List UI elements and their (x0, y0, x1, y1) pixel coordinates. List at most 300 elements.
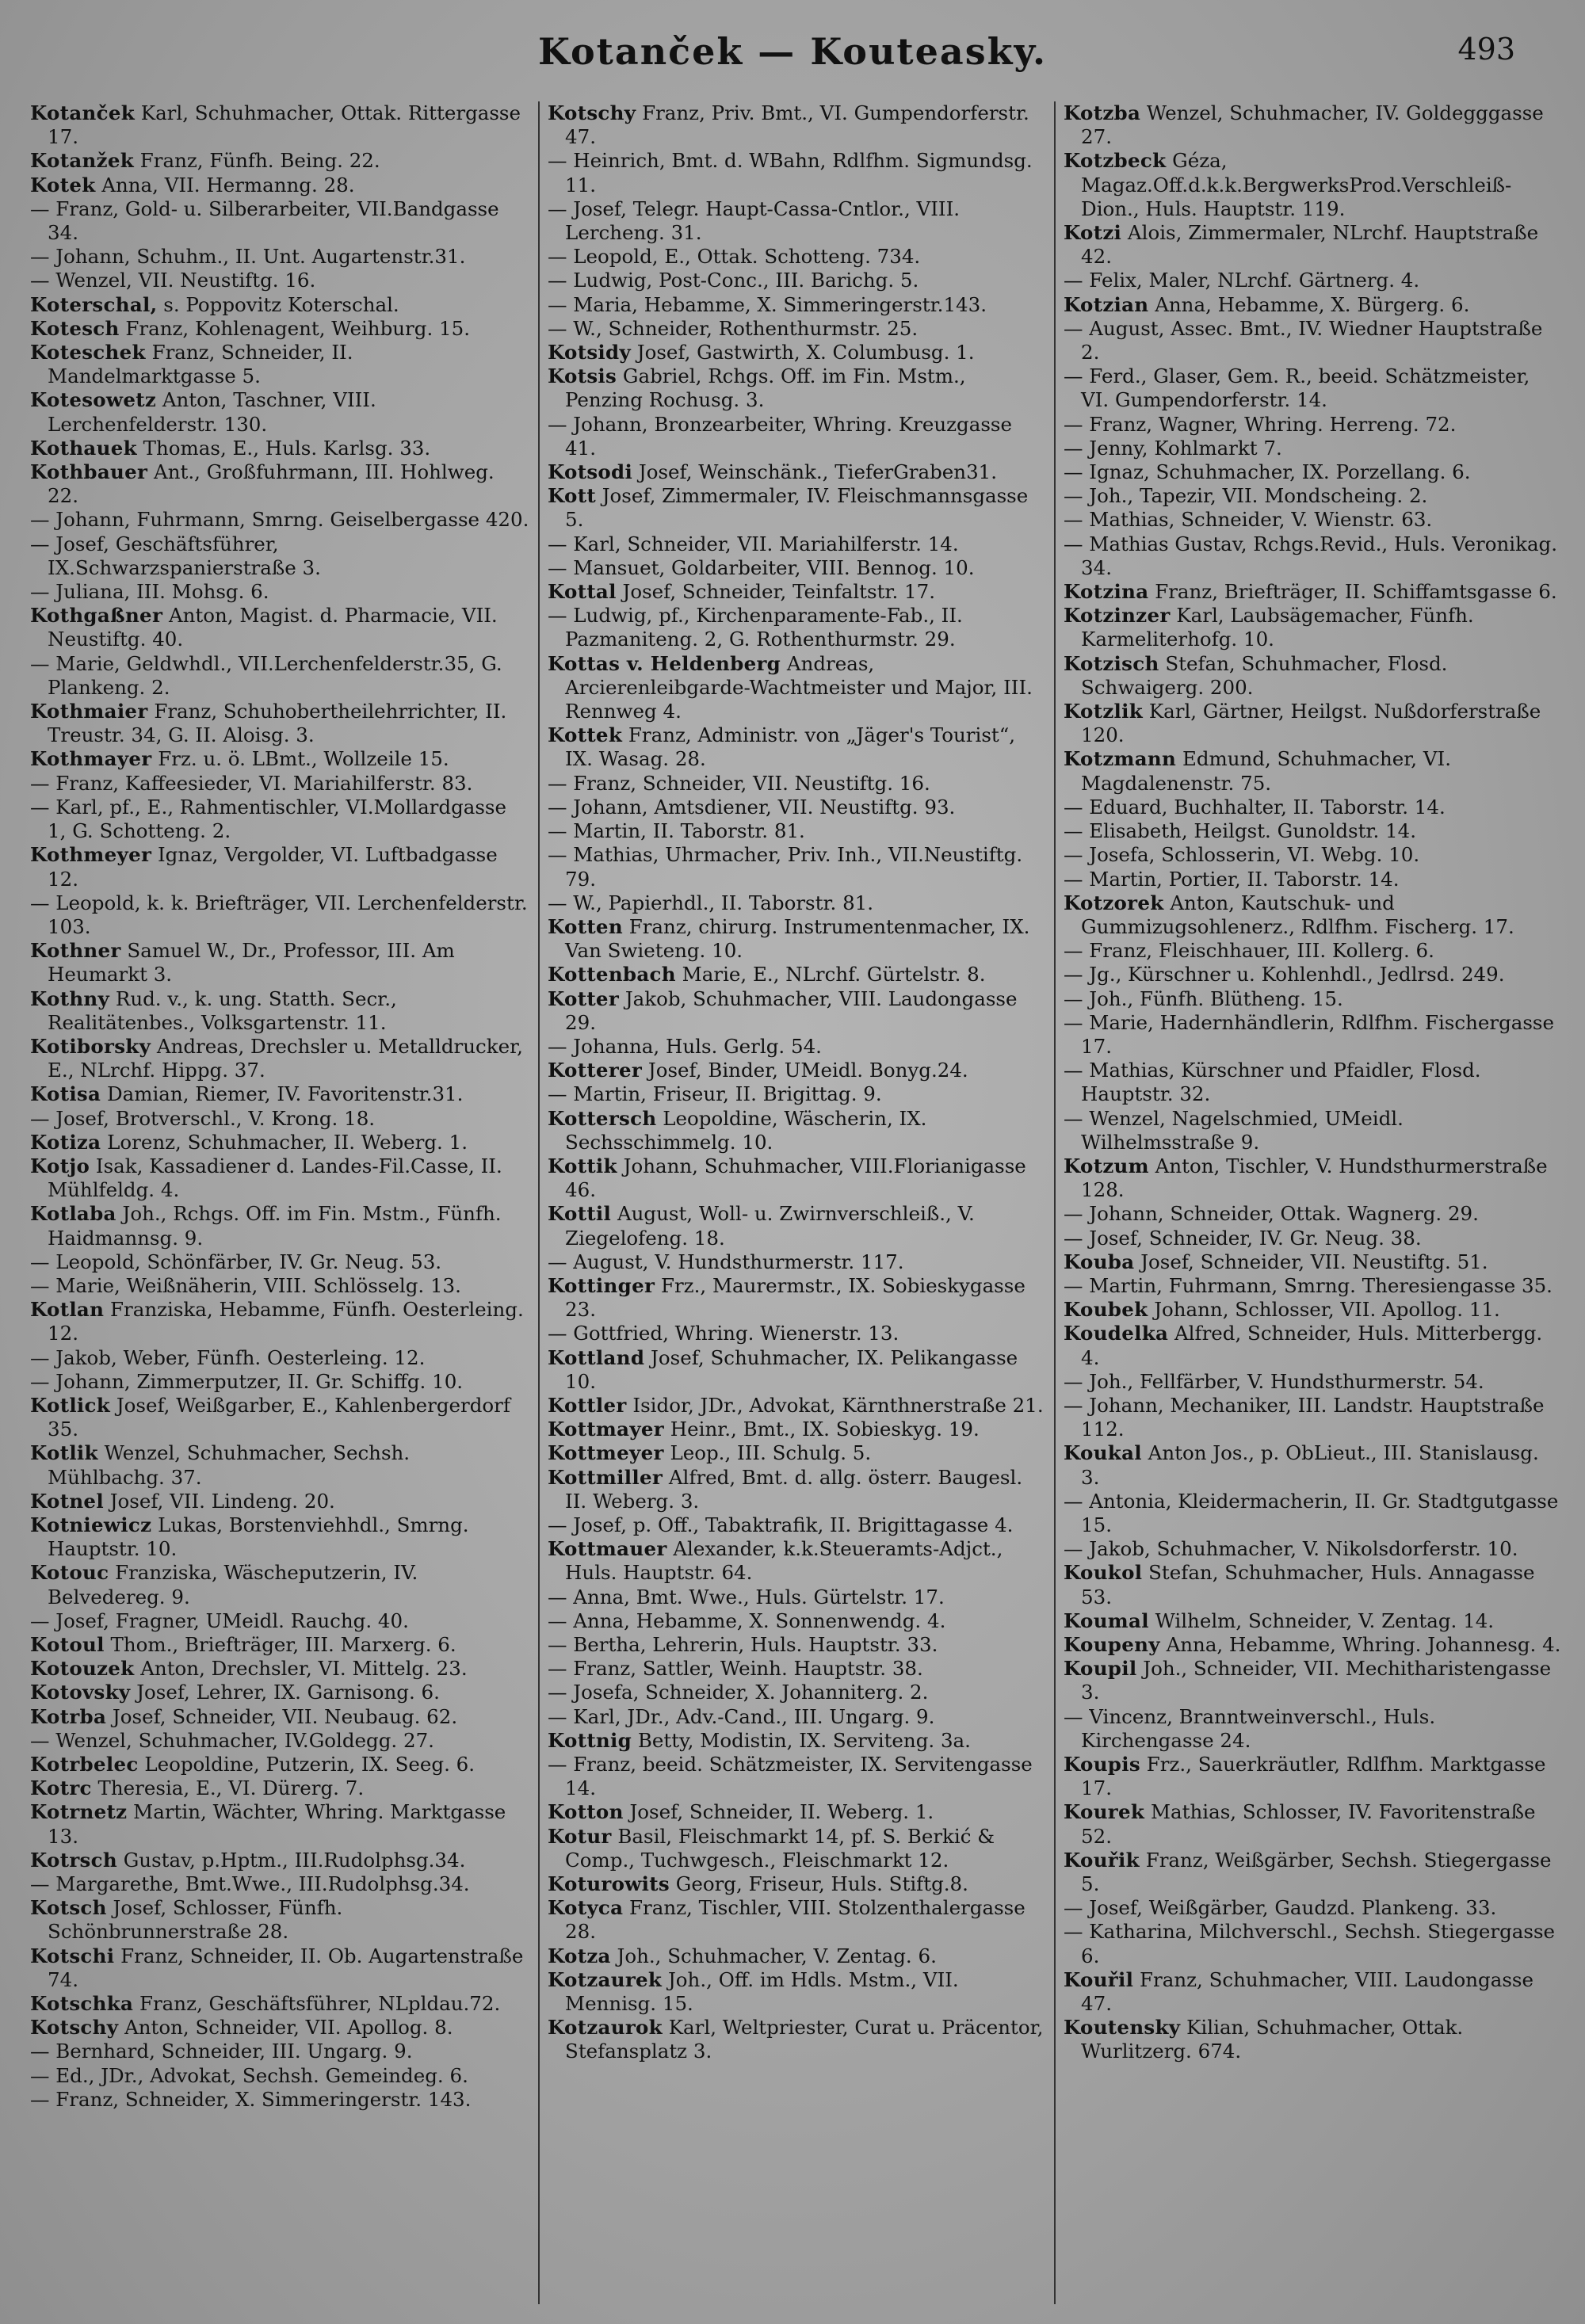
entry-surname: Kotlan (30, 1298, 105, 1322)
directory-entry (30, 2016, 530, 2040)
entry-surname: Kotschy (30, 2016, 119, 2040)
entry-details: Anton, Magist. d. Pharmacie, VII. Neustiftg. 40. (48, 604, 498, 651)
entry-surname: Kotton (548, 1800, 624, 1824)
directory-entry (30, 1561, 530, 1608)
entry-details: — Margarethe, Bmt.Wwe., III.Rudolphsg.34. (30, 1872, 470, 1896)
directory-entry (548, 2016, 1046, 2063)
directory-entry (30, 1490, 530, 1513)
directory-entry (548, 1250, 1046, 1274)
entry-details: Heinr., Bmt., IX. Sobieskyg. 19. (663, 1418, 980, 1441)
entry-surname: Kothgaßner (30, 604, 163, 628)
entry-details: Franz, Geschäftsführer, NLpldau.72. (133, 1992, 501, 2016)
entry-details: Karl, Schuhmacher, Ottak. Rittergasse 17. (48, 101, 521, 149)
entry-surname: Kotrc (30, 1776, 92, 1800)
directory-entry (30, 1298, 530, 1345)
entry-details: — Marie, Weißnäherin, VIII. Schlösselg. 13. (30, 1273, 461, 1297)
entry-details: — Johann, Bronzearbeiter, Whring. Kreuzgasse 41. (548, 412, 1012, 460)
entry-details: Johann, Schuhmacher, VIII.Florianigasse 46. (565, 1154, 1026, 1202)
entry-details: — Franz, Kaffeesieder, VI. Mariahilferstr. 83. (30, 771, 473, 795)
entry-surname: Kotschy (548, 101, 636, 124)
entry-surname: Kotovsky (30, 1681, 131, 1704)
directory-columns (22, 101, 1572, 2304)
directory-entry (548, 293, 1046, 317)
entry-details: — Ludwig, Post-Conc., III. Barichg. 5. (548, 269, 919, 292)
entry-surname: Kouřil (1064, 1967, 1134, 1991)
entry-details: Karl, Gärtner, Heilgst. Nußdorferstraße 120. (1081, 700, 1541, 747)
directory-entry (30, 1849, 530, 1872)
directory-entry (548, 843, 1046, 891)
directory-entry (1064, 1753, 1562, 1800)
entry-details: — Katharina, Milchverschl., Sechsh. Stiegergasse 6. (1064, 1920, 1556, 1967)
directory-entry (30, 293, 530, 317)
directory-entry (1064, 891, 1562, 939)
directory-entry (548, 1944, 1046, 1968)
directory-entry (1064, 747, 1562, 795)
entry-surname: Kottmiller (548, 1465, 663, 1489)
entry-details: — Wenzel, VII. Neustiftg. 16. (30, 269, 316, 292)
entry-details: — Leopold, Schönfärber, IV. Gr. Neug. 53. (30, 1250, 442, 1273)
entry-surname: Kotsch (30, 1896, 107, 1920)
entry-details: — Felix, Maler, NLrchf. Gärtnerg. 4. (1064, 269, 1420, 292)
entry-surname: Kottersch (548, 1106, 657, 1130)
directory-entry (1064, 604, 1562, 651)
entry-details: Alexander, k.k.Steueramts-Adjct., Huls. Hauptstr. 64. (565, 1537, 1003, 1585)
directory-entry (30, 437, 530, 460)
directory-entry (30, 460, 530, 508)
entry-details: — Bertha, Lehrerin, Huls. Hauptstr. 33. (548, 1633, 938, 1656)
directory-entry (548, 1322, 1046, 1345)
entry-details: Franz, Schuhmacher, VIII. Laudongasse 47. (1081, 1967, 1533, 2016)
entry-surname: Kotiza (30, 1130, 101, 1154)
entry-details: — Franz, Gold- u. Silberarbeiter, VII.Bandgasse 34. (30, 197, 499, 245)
directory-entry (30, 1346, 530, 1370)
entry-surname: Kottmauer (548, 1537, 667, 1561)
directory-entry (30, 1513, 530, 1561)
directory-entry (548, 556, 1046, 580)
directory-entry (1064, 652, 1562, 700)
entry-surname: Koterschal, (30, 292, 158, 316)
directory-entry (30, 1872, 530, 1896)
entry-surname: Kottas v. Heldenberg (548, 651, 781, 675)
entry-details: — Josefa, Schlosserin, VI. Webg. 10. (1064, 843, 1420, 867)
entry-surname: Kotanžek (30, 149, 134, 173)
entry-surname: Kothmaier (30, 700, 148, 723)
entry-surname: Koteschek (30, 341, 146, 364)
directory-entry (548, 1800, 1046, 1824)
entry-details: Josef, VII. Lindeng. 20. (103, 1489, 335, 1513)
entry-details: Anna, Hebamme, Whring. Johannesg. 4. (1159, 1633, 1561, 1656)
entry-surname: Kotzian (1064, 292, 1149, 316)
entry-surname: Kotschka (30, 1992, 134, 2016)
entry-details: — Martin, II. Taborstr. 81. (548, 819, 805, 843)
directory-entry (30, 1154, 530, 1202)
entry-surname: Kothmeyer (30, 843, 152, 867)
directory-entry (30, 843, 530, 891)
directory-entry (1064, 269, 1562, 292)
directory-entry (548, 796, 1046, 819)
directory-entry (30, 149, 530, 173)
entry-surname: Kottland (548, 1345, 645, 1369)
directory-entry (548, 1513, 1046, 1537)
entry-details: Joh., Schuhmacher, V. Zentag. 6. (610, 1944, 937, 1967)
entry-details: Jakob, Schuhmacher, VIII. Laudongasse 29. (565, 986, 1018, 1034)
directory-entry (1064, 1227, 1562, 1250)
entry-surname: Koutensky (1064, 2016, 1181, 2040)
directory-entry (30, 174, 530, 197)
directory-entry (30, 987, 530, 1035)
entry-details: Lorenz, Schuhmacher, II. Weberg. 1. (101, 1130, 468, 1154)
directory-entry (30, 1776, 530, 1800)
page-number: 493 (1457, 32, 1515, 67)
entry-details: — Karl, Schneider, VII. Mariahilferstr. 14. (548, 532, 959, 555)
entry-details: Wenzel, Schuhmacher, Sechsh. Mühlbachg. 37. (48, 1441, 411, 1489)
entry-surname: Kotschi (30, 1944, 115, 1967)
entry-surname: Kotouzek (30, 1657, 135, 1681)
entry-surname: Kotesch (30, 316, 120, 340)
entry-details: Franz, Kohlenagent, Weihburg. 15. (119, 316, 470, 340)
entry-details: Anton, Kautschuk- und Gummizugsohlenerz., Rdlfhm. Fischerg. 17. (1081, 891, 1514, 938)
entry-details: — Anna, Hebamme, X. Sonnenwendg. 4. (548, 1608, 946, 1632)
directory-entry (30, 341, 530, 388)
entry-details: — August, Assec. Bmt., IV. Wiedner Hauptstraße 2. (1064, 316, 1543, 364)
directory-entry (548, 1657, 1046, 1681)
entry-surname: Kotsodi (548, 460, 633, 484)
entry-details: — Wenzel, Nagelschmied, UMeidl. Wilhelmsstraße 9. (1064, 1106, 1404, 1154)
entry-surname: Kottik (548, 1154, 617, 1177)
entry-details: Wenzel, Schuhmacher, IV. Goldegggasse 27. (1081, 101, 1544, 149)
entry-details: — Mathias, Kürschner und Pfaidler, Flosd. Hauptstr. 32. (1064, 1059, 1481, 1106)
directory-entry (548, 1107, 1046, 1154)
directory-entry (548, 1633, 1046, 1657)
entry-details: Franz, Schuhobertheilehrrichter, II. Treustr. 34, G. II. Aloisg. 3. (48, 700, 507, 747)
directory-entry (548, 341, 1046, 364)
directory-entry (30, 1035, 530, 1082)
entry-details: Géza, Magaz.Off.d.k.k.BergwerksProd.Verschleiß-Dion., Huls. Hauptstr. 119. (1081, 149, 1512, 220)
directory-entry (30, 1202, 530, 1250)
directory-entry (1064, 1968, 1562, 2016)
directory-entry (1064, 1490, 1562, 1537)
entry-surname: Kotzinzer (1064, 604, 1171, 628)
entry-details: Anton Jos., p. ObLieut., III. Stanislausg. 3. (1081, 1441, 1539, 1489)
entry-surname: Koupis (1064, 1753, 1140, 1776)
running-head-title: Kotanček — Kouteasky. (538, 30, 1047, 73)
entry-details: Joh., Rchgs. Off. im Fin. Mstm., Fünfh. Haidmannsg. 9. (48, 1202, 502, 1250)
directory-entry (30, 508, 530, 532)
directory-entry (548, 1729, 1046, 1753)
entry-details: — Josefa, Schneider, X. Johanniterg. 2. (548, 1681, 929, 1704)
directory-entry (1064, 437, 1562, 460)
entry-details: — Johann, Fuhrmann, Smrng. Geiselbergasse 420. (30, 508, 529, 532)
directory-entry (548, 987, 1046, 1035)
directory-entry (548, 915, 1046, 963)
entry-details: Basil, Fleischmarkt 14, pf. S. Berkić & Comp., Tuchwgesch., Fleischmarkt 12. (565, 1824, 995, 1872)
entry-surname: Kotsidy (548, 341, 631, 364)
entry-details: Stefan, Schuhmacher, Flosd. Schwaigerg. 200. (1081, 651, 1448, 699)
entry-details: — Mathias, Uhrmacher, Priv. Inh., VII.Neustiftg. 79. (548, 843, 1023, 891)
entry-surname: Kotter (548, 986, 620, 1010)
entry-surname: Kottenbach (548, 963, 676, 986)
column-right (1054, 101, 1570, 2304)
entry-details: — Joh., Fünfh. Blütheng. 15. (1064, 986, 1343, 1010)
entry-details: — W., Papierhdl., II. Taborstr. 81. (548, 891, 874, 914)
directory-entry (30, 1753, 530, 1776)
entry-details: — Johann, Zimmerputzer, II. Gr. Schiffg. 10. (30, 1369, 464, 1393)
entry-details: Leopoldine, Putzerin, IX. Seeg. 6. (138, 1753, 476, 1776)
entry-surname: Kotzisch (1064, 651, 1159, 675)
directory-entry (1064, 1202, 1562, 1226)
directory-entry (1064, 963, 1562, 986)
entry-details: Damian, Riemer, IV. Favoritenstr.31. (101, 1082, 464, 1106)
entry-details: Frz., Maurermstr., IX. Sobieskygasse 23. (565, 1273, 1025, 1322)
directory-entry (1064, 939, 1562, 963)
entry-details: — Ignaz, Schuhmacher, IX. Porzellang. 6. (1064, 460, 1471, 484)
directory-entry (30, 604, 530, 651)
directory-entry (1064, 1705, 1562, 1753)
entry-details: Josef, Schlosser, Fünfh. Schönbrunnerstraße 28. (48, 1896, 343, 1944)
entry-details: Marie, E., NLrchf. Gürtelstr. 8. (675, 963, 986, 986)
entry-details: Thomas, E., Huls. Karlsg. 33. (136, 436, 431, 460)
entry-details: — Martin, Friseur, II. Brigittag. 9. (548, 1082, 882, 1106)
entry-surname: Kotten (548, 914, 623, 938)
entry-details: Franziska, Wäscheputzerin, IV. Belvedereg. 9. (48, 1561, 418, 1608)
entry-details: — Jakob, Schuhmacher, V. Nikolsdorferstr. 10. (1064, 1537, 1518, 1561)
directory-entry (30, 1441, 530, 1489)
directory-entry (548, 1082, 1046, 1106)
entry-details: — Gottfried, Whring. Wienerstr. 13. (548, 1322, 899, 1345)
directory-entry (1064, 868, 1562, 891)
directory-entry (1064, 1322, 1562, 1369)
entry-details: Franz, chirurg. Instrumentenmacher, IX. Van Swieteng. 10. (565, 914, 1030, 963)
directory-entry (548, 1705, 1046, 1729)
entry-details: Anton, Drechsler, VI. Mittelg. 23. (134, 1657, 468, 1681)
directory-entry (30, 269, 530, 292)
entry-details: Josef, Weinschänk., TieferGraben31. (632, 460, 998, 484)
directory-entry (548, 1441, 1046, 1465)
entry-details: Alfred, Schneider, Huls. Mitterbergg. 4. (1081, 1322, 1543, 1369)
entry-details: — Marie, Geldwhdl., VII.Lerchenfelderstr.35, G. Plankeng. 2. (30, 651, 502, 699)
entry-surname: Kothny (30, 986, 110, 1010)
entry-details: Franz, Fünfh. Being. 22. (133, 149, 380, 173)
directory-entry (1064, 1059, 1562, 1106)
entry-details: — Franz, Fleischhauer, III. Kollerg. 6. (1064, 939, 1434, 963)
entry-surname: Kotlick (30, 1393, 111, 1417)
directory-entry (1064, 364, 1562, 412)
directory-entry (30, 1107, 530, 1131)
directory-entry (1064, 1107, 1562, 1154)
entry-details: — Joh., Fellfärber, V. Hundsthurmerstr. 54. (1064, 1369, 1484, 1393)
entry-details: Josef, Binder, UMeidl. Bonyg.24. (642, 1059, 968, 1082)
entry-details: — Johann, Schuhm., II. Unt. Augartenstr.31. (30, 245, 466, 269)
entry-details: — Wenzel, Schuhmacher, IV.Goldegg. 27. (30, 1728, 434, 1752)
directory-entry (30, 796, 530, 843)
entry-details: — Franz, Schneider, X. Simmeringerstr. 143. (30, 2087, 472, 2111)
directory-entry (30, 700, 530, 747)
entry-details: Samuel W., Dr., Professor, III. Am Heumarkt 3. (48, 939, 455, 986)
entry-surname: Kotzmann (1064, 747, 1177, 771)
column-middle (538, 101, 1054, 2304)
entry-details: — Mansuet, Goldarbeiter, VIII. Bennog. 10. (548, 555, 975, 579)
entry-surname: Kotjo (30, 1154, 90, 1177)
entry-details: Anna, VII. Hermanng. 28. (95, 173, 355, 197)
entry-details: Franz, Tischler, VIII. Stolzenthalergasse 28. (565, 1896, 1025, 1944)
entry-details: Karl, Laubsägemacher, Fünfh. Karmeliterhofg. 10. (1081, 604, 1474, 651)
directory-entry (30, 317, 530, 341)
entry-surname: Kotiborsky (30, 1034, 151, 1058)
directory-entry (30, 1992, 530, 2016)
directory-entry (548, 1609, 1046, 1633)
entry-surname: Kotterer (548, 1059, 643, 1082)
entry-details: — Johann, Schneider, Ottak. Wagnerg. 29. (1064, 1202, 1479, 1226)
entry-surname: Kott (548, 484, 596, 508)
entry-surname: Koudelka (1064, 1322, 1169, 1345)
entry-surname: Kotzi (1064, 221, 1122, 245)
entry-details: Gabriel, Rchgs. Off. im Fin. Mstm., Penzing Rochusg. 3. (565, 364, 966, 412)
entry-surname: Kottek (548, 723, 623, 747)
entry-details: Josef, Schneider, Teinfaltstr. 17. (616, 580, 935, 604)
directory-entry (30, 1250, 530, 1274)
directory-entry (1064, 1441, 1562, 1489)
directory-entry (1064, 1657, 1562, 1704)
directory-entry (1064, 101, 1562, 149)
directory-entry (30, 1681, 530, 1704)
directory-entry (548, 1202, 1046, 1250)
directory-entry (30, 891, 530, 939)
entry-details: Betty, Modistin, IX. Serviteng. 3a. (632, 1728, 971, 1752)
entry-surname: Kotzina (1064, 580, 1149, 604)
entry-details: — Leopold, E., Ottak. Schotteng. 734. (548, 245, 921, 269)
directory-entry (1064, 532, 1562, 580)
directory-entry (1064, 1896, 1562, 1920)
directory-entry (548, 1537, 1046, 1585)
entry-details: Wilhelm, Schneider, V. Zentag. 14. (1148, 1608, 1495, 1632)
directory-entry (1064, 580, 1562, 604)
directory-entry (548, 1896, 1046, 1944)
directory-entry (1064, 293, 1562, 317)
entry-details: — Franz, Sattler, Weinh. Hauptstr. 38. (548, 1657, 923, 1681)
entry-details: Johann, Schlosser, VII. Apollog. 11. (1148, 1298, 1500, 1322)
directory-entry (548, 197, 1046, 245)
entry-surname: Kothbauer (30, 460, 148, 484)
directory-entry (30, 1944, 530, 1992)
entry-details: — Maria, Hebamme, X. Simmeringerstr.143. (548, 292, 987, 316)
entry-details: — Josef, p. Off., Tabaktrafik, II. Brigittagasse 4. (548, 1513, 1014, 1536)
entry-surname: Kottler (548, 1393, 627, 1417)
directory-entry (1064, 700, 1562, 747)
directory-entry (548, 532, 1046, 556)
entry-details: — Jg., Kürschner u. Kohlenhdl., Jedlrsd. 249. (1064, 963, 1505, 986)
entry-details: Isidor, JDr., Advokat, Kärnthnerstraße 21. (626, 1393, 1044, 1417)
directory-entry (30, 532, 530, 580)
directory-entry (548, 149, 1046, 197)
directory-entry (30, 388, 530, 436)
entry-details: Anton, Taschner, VIII. Lerchenfelderstr. 130. (48, 388, 376, 436)
directory-entry (548, 460, 1046, 484)
entry-details: — Anna, Bmt. Wwe., Huls. Gürtelstr. 17. (548, 1585, 945, 1608)
entry-details: Karl, Weltpriester, Curat u. Präcentor, Stefansplatz 3. (565, 2016, 1044, 2063)
entry-details: Thom., Briefträger, III. Marxerg. 6. (104, 1633, 456, 1656)
entry-details: Josef, Zimmermaler, IV. Fleischmannsgasse 5. (565, 484, 1029, 532)
entry-details: August, Woll- u. Zwirnverschleiß., V. Ziegelofeng. 18. (565, 1202, 975, 1250)
directory-entry (548, 317, 1046, 341)
entry-details: Josef, Lehrer, IX. Garnisong. 6. (130, 1681, 440, 1704)
directory-entry (30, 1274, 530, 1298)
directory-entry (1064, 819, 1562, 843)
directory-entry (548, 245, 1046, 269)
directory-entry (548, 1059, 1046, 1082)
entry-surname: Kottil (548, 1202, 612, 1226)
entry-surname: Kottnig (548, 1728, 632, 1752)
entry-surname: Kotzlik (1064, 700, 1144, 723)
directory-entry (30, 1370, 530, 1394)
entry-details: Anton, Tischler, V. Hundsthurmerstraße 128. (1081, 1154, 1548, 1202)
entry-details: Stefan, Schuhmacher, Huls. Annagasse 53. (1081, 1561, 1535, 1608)
directory-entry (30, 1633, 530, 1657)
entry-details: Leopoldine, Wäscherin, IX. Sechsschimmelg. 10. (565, 1106, 927, 1154)
directory-entry (1064, 149, 1562, 221)
directory-entry (1064, 1274, 1562, 1298)
entry-surname: Kotrba (30, 1704, 107, 1728)
entry-details: Anna, Hebamme, X. Bürgerg. 6. (1148, 292, 1470, 316)
page-header (0, 30, 1585, 78)
entry-surname: Kotrsch (30, 1848, 117, 1872)
directory-entry (1064, 1800, 1562, 1848)
entry-details: — Johanna, Huls. Gerlg. 54. (548, 1034, 822, 1058)
entry-surname: Kotzaurok (548, 2016, 663, 2040)
entry-surname: Kothner (30, 939, 121, 963)
directory-entry (548, 723, 1046, 771)
entry-surname: Kotzba (1064, 101, 1141, 124)
entry-surname: Kotzum (1064, 1154, 1149, 1177)
entry-surname: Kotisa (30, 1082, 101, 1106)
entry-details: — Martin, Portier, II. Taborstr. 14. (1064, 867, 1400, 891)
entry-details: — Josef, Fragner, UMeidl. Rauchg. 40. (30, 1608, 409, 1632)
entry-details: — Franz, Wagner, Whring. Herreng. 72. (1064, 412, 1457, 436)
entry-details: Ignaz, Vergolder, VI. Luftbadgasse 12. (48, 843, 498, 891)
entry-details: — Juliana, III. Mohsg. 6. (30, 580, 269, 604)
entry-details: Franz, Weißgärber, Sechsh. Stiegergasse 5. (1081, 1848, 1552, 1896)
directory-entry (30, 1082, 530, 1106)
directory-entry (30, 2064, 530, 2088)
entry-surname: Kothauek (30, 436, 137, 460)
entry-details: — Elisabeth, Heilgst. Gunoldstr. 14. (1064, 819, 1416, 843)
entry-details: — Antonia, Kleidermacherin, II. Gr. Stadtgutgasse 15. (1064, 1489, 1559, 1536)
directory-entry (548, 1753, 1046, 1800)
entry-surname: Kouřik (1064, 1848, 1140, 1872)
entry-surname: Koumal (1064, 1608, 1149, 1632)
entry-details: Anton, Schneider, VII. Apollog. 8. (118, 2016, 453, 2040)
entry-details: — Josef, Geschäftsführer, IX.Schwarzspanierstraße 3. (30, 532, 321, 579)
directory-entry (548, 1872, 1046, 1896)
directory-entry (1064, 843, 1562, 867)
directory-entry (30, 2040, 530, 2063)
directory-entry (30, 2088, 530, 2112)
entry-details: Franz, Schneider, II. Mandelmarktgasse 5. (48, 341, 353, 388)
entry-details: Kilian, Schuhmacher, Ottak. Wurlitzerg. 674. (1081, 2016, 1464, 2063)
entry-details: — Heinrich, Bmt. d. WBahn, Rdlfhm. Sigmundsg. 11. (548, 149, 1033, 197)
entry-surname: Kouba (1064, 1250, 1135, 1273)
entry-surname: Kotnel (30, 1489, 104, 1513)
directory-entry (30, 1609, 530, 1633)
directory-entry (30, 1394, 530, 1441)
directory-entry (548, 1968, 1046, 2016)
entry-surname: Kotsis (548, 364, 617, 388)
directory-entry (1064, 460, 1562, 484)
entry-details: — Eduard, Buchhalter, II. Taborstr. 14. (1064, 795, 1446, 819)
directory-entry (1064, 508, 1562, 532)
directory-entry (30, 1705, 530, 1729)
entry-details: Isak, Kassadiener d. Landes-Fil.Casse, II. Mühlfeldg. 4. (48, 1154, 502, 1202)
directory-entry (30, 1729, 530, 1753)
